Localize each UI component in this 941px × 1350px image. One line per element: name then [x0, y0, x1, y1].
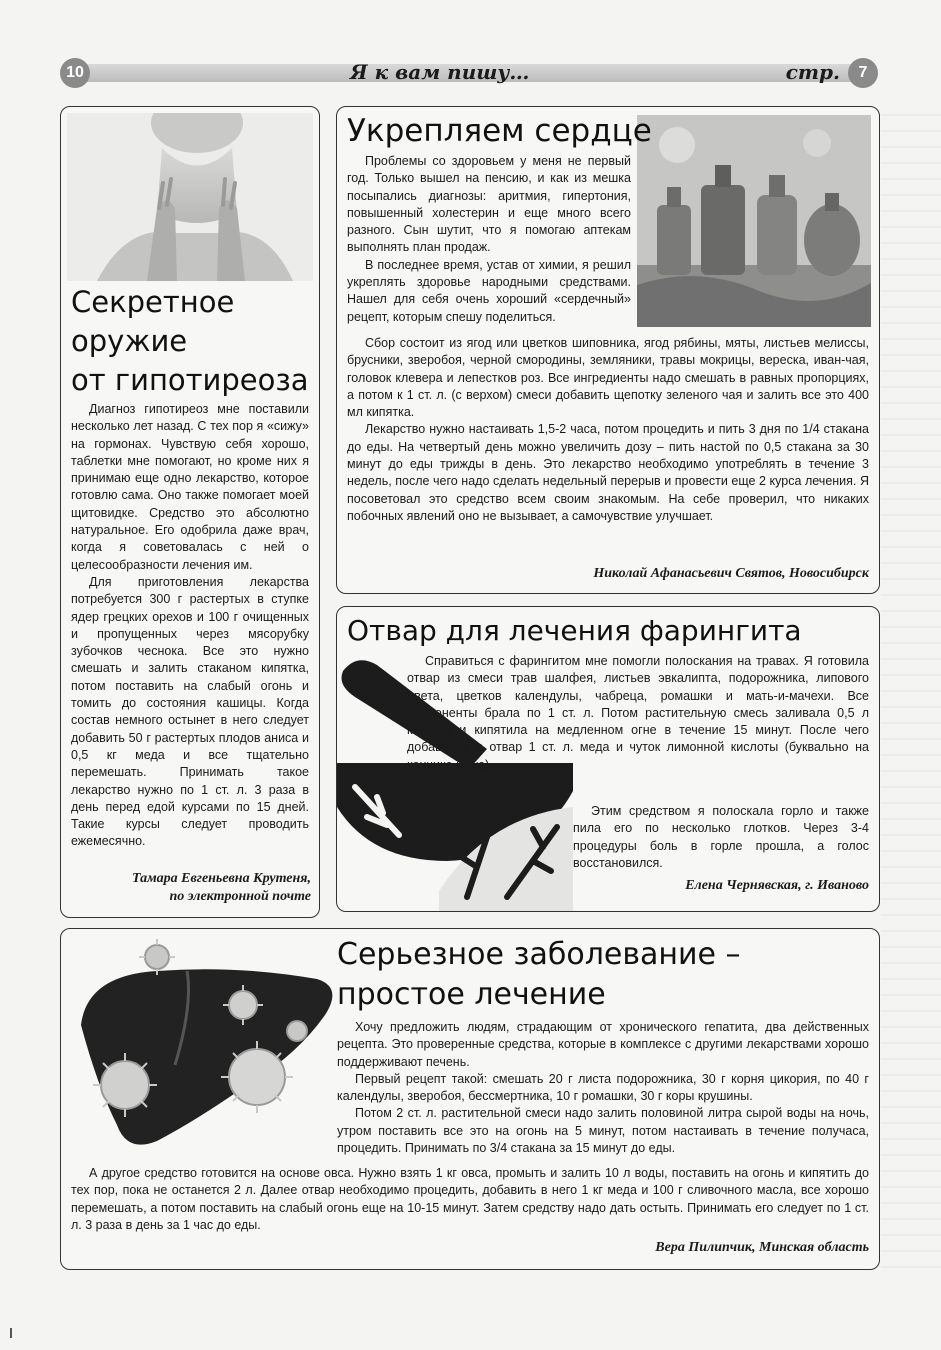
- author-signature: Николай Афанасьевич Святов, Новосибирск: [593, 566, 869, 581]
- signature-line: Тамара Евгеньевна Крутеня,: [132, 871, 311, 886]
- article-hepatitis: [60, 928, 880, 1270]
- article-pharyngitis: [336, 606, 880, 912]
- article-title: [337, 935, 741, 1015]
- title-line: от гипотиреоза: [71, 363, 309, 397]
- paragraph: Для приготовления лекарства потребуется 300 г растертых в ступке ядер грецких орехов и 100 г очищенных и пропущенных через мясорубку зубочков чеснока. Все это нужно смешать и залить стаканом кипятка, потом поставить на слабый огонь и томить до состояния кашицы. Когда состав немного остынет в него следует добавить 50 г растертых плодов аниса и 0,5 кг меда и все тщательно перемешать. Принимать такое лекарство нужно по 1 ст. л. 3 раза в день перед едой курсами по 15 дней. Такие курсы следует проводить ежемесячно.: [71, 574, 309, 849]
- signature-line: по электронной почте: [169, 889, 311, 904]
- paragraph: Проблемы со здоровьем у меня не первый год. Только вышел на пенсию, и как из мешка посыпались диагнозы: аритмия, гипертония, повышенный холестерин и еще много всего разного. Сын шутит, что я помогаю аптекам выполнять план продаж.: [347, 154, 631, 255]
- article-title: Отвар для лечения фарингита: [347, 614, 802, 647]
- title-line: простое лечение: [337, 977, 606, 1012]
- paragraph: Первый рецепт такой: смешать 20 г листа подорожника, 30 г корня цикория, по 40 г календулы, зверобоя, бессмертника, 10 г ромашки, 30 г коры крушины.: [337, 1071, 869, 1104]
- page-header: [60, 58, 878, 88]
- article-body: [573, 803, 869, 872]
- paragraph: Хочу предложить людям, страдающим от хронического гепатита, два действенных рецепта. Это проверенные средства, которые в комплексе с другими лекарствами хорошо поддерживают печень.: [337, 1020, 869, 1069]
- title-line: Серьезное заболевание –: [337, 937, 741, 972]
- neck-photo: [67, 113, 313, 281]
- paragraph: Этим средством я полоскала горло и также пила его по несколько глотков. Через 3-4 процедуры боль в горле прошла, а голос восстановился.: [573, 804, 869, 870]
- title-line: Секретное: [71, 285, 235, 319]
- paragraph: Сбор состоит из ягод или цветков шиповника, ягод рябины, мяты, листьев мелиссы, брусники, зверобоя, черной смородины, земляники, травы мокрицы, вереска, иван-чая, головок клевера и лепестков роз. Все ингредиенты надо смешать в равных пропорциях, а потом к 1 ст. л. (с верхом) смеси добавить щепотку зеленого чая и залить все это 400 мл кипятка.: [347, 336, 869, 420]
- bleed-through-text: [881, 100, 941, 1280]
- liver-virus-illustration: [67, 935, 337, 1165]
- article-body: [71, 401, 309, 851]
- article-hypothyroidism: [60, 106, 320, 918]
- author-signature: [71, 870, 311, 906]
- paragraph: А другое средство готовится на основе овса. Нужно взять 1 кг овса, промыть и залить 10 л воды, поставить на огонь и кипятить до тех пор, пока не останется 2 л. Далее отвар необходимо процедить, добавить в него 1 кг меда и 100 г сливочного масла, все хорошо перемешать, а потом поставить на слабый огонь еще на 10-15 минут. Затем средству надо дать остыть. Принимать его следует по 1 ст. л. 3 раза в день за 1 час до еды.: [71, 1166, 869, 1232]
- paragraph: Справиться с фарингитом мне помогли полоскания на травах. Я готовила отвар из смеси трав шалфея, листьев эвкалипта, подорожника, липового цвета, цветков календулы, чабреца, ромашки и мать-и-мачехи. Все компоненты брала по 1 ст. л. Потом растительную смесь заливала 0,5 л кипятка и кипятила на медленном огне в течение 15 минут. После чего добавляла в отвар 1 ст. л. меда и чуток лимонной кислоты (буквально на кончике ножа).: [407, 654, 869, 772]
- article-title: Укрепляем сердце: [347, 113, 652, 149]
- article-title: [71, 283, 309, 400]
- paragraph: Диагноз гипотиреоз мне поставили несколько лет назад. С тех пор я «сижу» на гормонах. Чувствую себя хорошо, таблетки мне помогают, но кроме них я принимаю еще одно лекарство, которое готовлю сама. Оно также помогает моей щитовидке. Средство это абсолютно натуральное. Его одобрила даже врач, когда я советовалась с ней о целесообразности лечения им.: [71, 402, 309, 572]
- article-body: [337, 1019, 869, 1157]
- herbal-bottles-photo: [637, 115, 871, 327]
- paragraph: Лекарство нужно настаивать 1,5-2 часа, потом процедить и пить 3 дня по 1/4 стакана до еды. На четвертый день можно увеличить дозу – пить настой по 0,5 стакана за 30 минут до еды трижды в день. Это лекарство необходимо употреблять в течение 3 недель, после чего надо сделать недельный перерыв и провести еще 2 курса лечения. Я посоветовал это средство всем своим знакомым. На себе проверил, что никаких побочных явлений оно не вызывает, а самочувствие улучшает.: [347, 422, 869, 523]
- article-body-wide: [71, 1165, 869, 1234]
- section-title: Я к вам пишу…: [350, 60, 530, 84]
- page-number-left: 10: [60, 58, 90, 88]
- article-body: [347, 153, 631, 326]
- title-line: оружие: [71, 324, 188, 358]
- article-body-wide: [347, 335, 869, 525]
- margin-mark: [10, 1328, 12, 1338]
- author-signature: Елена Чернявская, г. Иваново: [685, 878, 869, 893]
- paragraph: Потом 2 ст. л. растительной смеси надо залить половиной литра сырой воды на ночь, утром поставить все это на огонь на 5 минут, потом настаивать в течение получаса, процедить. Принимать по 3/4 стакана за 15 минут до еды.: [337, 1106, 869, 1156]
- article-body: [407, 653, 869, 774]
- paragraph: В последнее время, устав от химии, я решил укреплять здоровье народными средствами. Нашел для себя очень хороший «сердечный» рецепт, которым спешу поделиться.: [347, 257, 631, 324]
- article-heart: [336, 106, 880, 594]
- author-signature: Вера Пилипчик, Минская область: [655, 1240, 869, 1255]
- page-number-right: 7: [848, 58, 878, 88]
- page-label: стр.: [785, 60, 840, 84]
